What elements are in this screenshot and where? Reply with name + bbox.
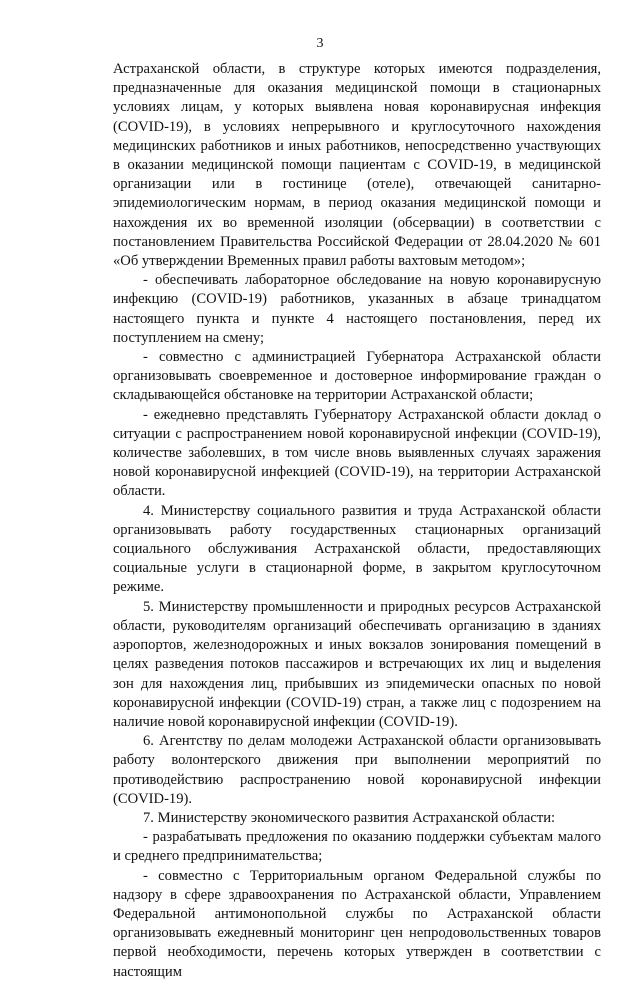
paragraph-lab-testing: - обеспечивать лабораторное обследование на новую коронавирусную инфекцию (COVID-19) работников, указанных в абзаце тринадцатом настоящего пункта и пункте 4 настоящего постановления, перед их поступлением на смену; bbox=[113, 272, 601, 346]
paragraph-informing-citizens: - совместно с администрацией Губернатора Астраханской области организовывать своевременное и достоверное информирование граждан о складывающейся обстановке на территории Астраханской области; bbox=[113, 349, 601, 404]
document-body bbox=[113, 60, 601, 982]
paragraph-daily-report: - ежедневно представлять Губернатору Астраханской области доклад о ситуации с распространением новой коронавирусной инфекции (COVID-19), количестве заболевших, в том числе вновь выявленных случаях заражения новой коронавирусной инфекцией (COVID-19), на территории Астраханской области. bbox=[113, 406, 601, 500]
paragraph-item-4: 4. Министерству социального развития и труда Астраханской области организовывать работу государственных стационарных организаций социального обслуживания Астраханской области, предоставляющих социальные услуги в стационарной форме, в закрытом круглосуточном режиме. bbox=[113, 502, 601, 596]
paragraph-price-monitoring: - совместно с Территориальным органом Федеральной службы по надзору в сфере здравоохранения по Астраханской области, Управлением Федеральной антимонопольной службы по Астраханской области организовывать ежедневный мониторинг цен непродовольственных товаров первой необходимости, перечень которых утвержден в соответствии с настоящим bbox=[113, 867, 601, 980]
paragraph-continuation: Астраханской области, в структуре которых имеются подразделения, предназначенные для оказания медицинской помощи в стационарных условиях лицам, у которых выявлена новая коронавирусная инфекция (COVID-19), в условиях непрерывного и круглосуточного нахождения медицинских работников и иных работников, непосредственно участвующих в оказании медицинской помощи пациентам с COVID-19, в медицинской организации или в гостинице (отеле), отвечающей санитарно-эпидемиологическим нормам, в период оказания медицинской помощи и нахождения их во временной изоляции (обсервации) в соответствии с постановлением Правительства Российской Федерации от 28.04.2020 № 601 «Об утверждении Временных правил работы вахтовым методом»; bbox=[113, 61, 601, 270]
paragraph-item-7: 7. Министерству экономического развития Астраханской области: bbox=[143, 809, 556, 826]
paragraph-business-support: - разрабатывать предложения по оказанию поддержки субъектам малого и среднего предпринимательства; bbox=[113, 829, 601, 865]
paragraph-item-5: 5. Министерству промышленности и природных ресурсов Астраханской области, руководителям организаций обеспечивать организацию в зданиях аэропортов, железнодорожных и иных вокзалов зонирования помещений в целях разведения потоков пассажиров и встречающих их лиц и выделения зон для нахождения лиц, прибывших из эпидемически опасных по новой коронавирусной инфекции (COVID-19) стран, а также лиц с подозрением на наличие новой коронавирусной инфекции (COVID-19). bbox=[113, 598, 601, 730]
page-number: 3 bbox=[316, 36, 324, 51]
paragraph-item-6: 6. Агентству по делам молодежи Астраханской области организовывать работу волонтерского движения при выполнении мероприятий по противодействию распространению новой коронавирусной инфекции (COVID-19). bbox=[113, 733, 601, 807]
